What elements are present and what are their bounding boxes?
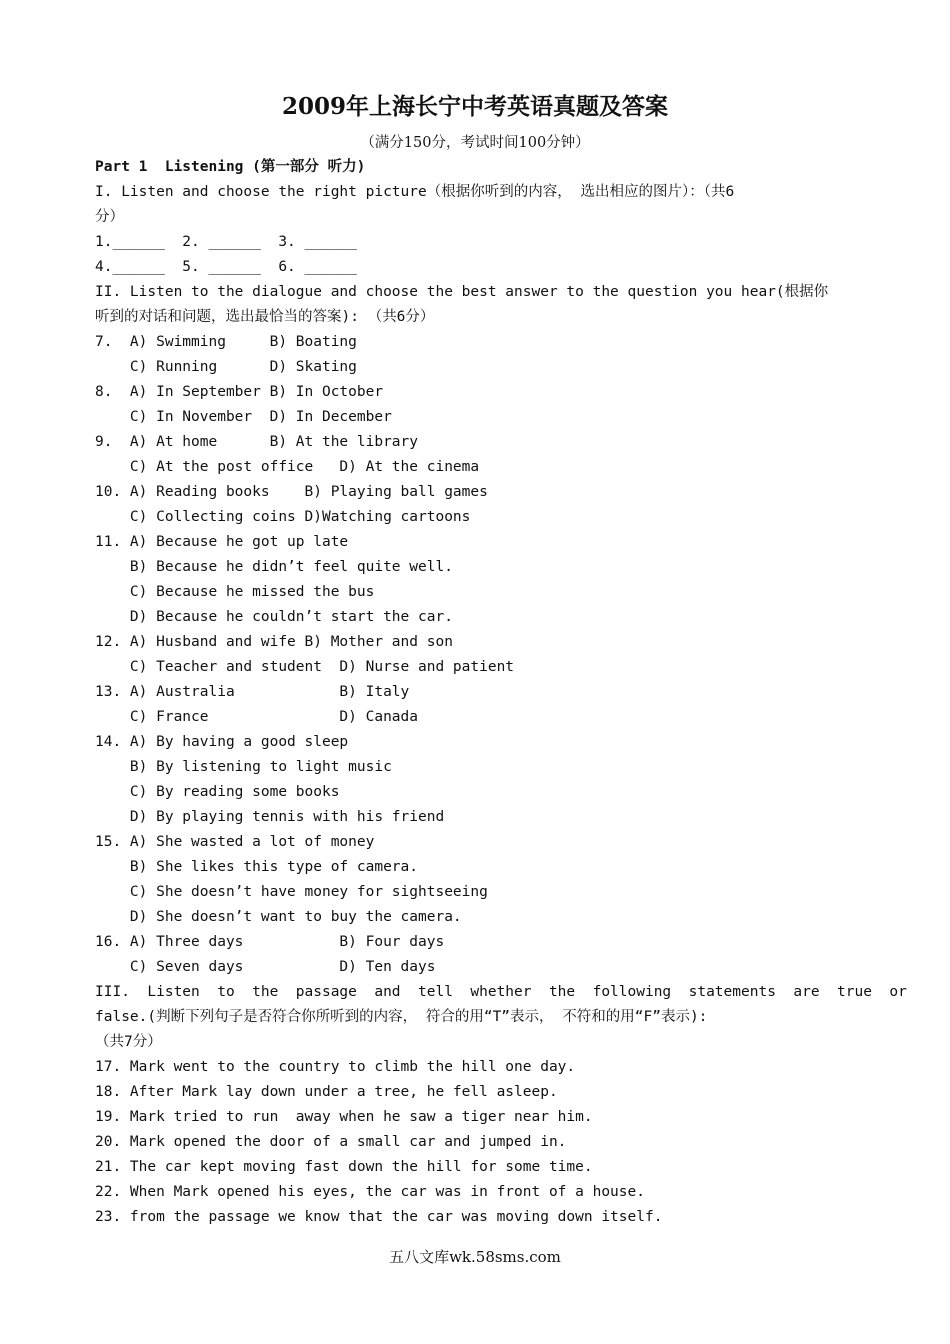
section1-instruction: I. Listen and choose the right picture（根据你听到的内容， 选出相应的图片）：（共6 [95,184,735,200]
statement-line: 21. The car kept moving fast down the hill for some time. [95,1159,593,1175]
question-line: C) Collecting coins D)Watching cartoons [95,509,471,525]
statement-line: 22. When Mark opened his eyes, the car was in front of a house. [95,1184,645,1200]
question-line: C) Running D) Skating [95,359,357,375]
question-line: D) By playing tennis with his friend [95,809,445,825]
question-line: C) France D) Canada [95,709,419,725]
section3-instruction-cont: （共7分） [95,1034,162,1050]
question-line: 12. A) Husband and wife B) Mother and son [95,634,453,650]
question-line: 16. A) Three days B) Four days [95,934,445,950]
question-line: D) She doesn’t want to buy the camera. [95,909,462,925]
statement-line: 23. from the passage we know that the car was moving down itself. [95,1209,663,1225]
answer-blanks: 4.______ 5. ______ 6. ______ [95,259,357,275]
statement-line: 18. After Mark lay down under a tree, he fell asleep. [95,1084,558,1100]
section1-instruction-cont: 分） [95,209,124,225]
question-line: C) Because he missed the bus [95,584,375,600]
question-line: B) She likes this type of camera. [95,859,419,875]
section3-instruction-cont: false.(判断下列句子是否符合你所听到的内容， 符合的用“T”表示， 不符和的用“F”表示): [95,1009,708,1025]
question-line: C) By reading some books [95,784,340,800]
page-title: 2009年上海长宁中考英语真题及答案 [281,93,668,120]
footer-watermark: 五八文库wk.58sms.com [389,1248,561,1266]
statement-line: 20. Mark opened the door of a small car and jumped in. [95,1134,567,1150]
question-line: C) She doesn’t have money for sightseeing [95,884,488,900]
question-line: C) Teacher and student D) Nurse and patient [95,659,515,675]
section3-instruction: III. Listen to the passage and tell whether the following statements are true or [95,984,907,1000]
question-line: 10. A) Reading books B) Playing ball games [95,484,488,500]
question-line: 13. A) Australia B) Italy [95,684,410,700]
question-line: C) In November D) In December [95,409,392,425]
question-line: C) Seven days D) Ten days [95,959,436,975]
question-line: C) At the post office D) At the cinema [95,459,480,475]
question-line: B) By listening to light music [95,759,392,775]
question-line: 11. A) Because he got up late [95,534,349,550]
question-line: 8. A) In September B) In October [95,384,384,400]
statement-line: 17. Mark went to the country to climb the hill one day. [95,1059,576,1075]
section2-instruction: II. Listen to the dialogue and choose the best answer to the question you hear(根据你 [95,284,829,300]
exam-info: （满分150分，考试时间100分钟） [360,135,590,151]
part1-heading: Part 1 Listening (第一部分 听力) [95,159,366,175]
question-line: D) Because he couldn’t start the car. [95,609,453,625]
answer-blanks: 1.______ 2. ______ 3. ______ [95,234,357,250]
statement-line: 19. Mark tried to run away when he saw a tiger near him. [95,1109,593,1125]
section2-instruction-cont: 听到的对话和问题，选出最恰当的答案): （共6分） [95,309,435,325]
question-line: 15. A) She wasted a lot of money [95,834,375,850]
question-line: 14. A) By having a good sleep [95,734,349,750]
question-line: 9. A) At home B) At the library [95,434,419,450]
question-line: B) Because he didn’t feel quite well. [95,559,453,575]
question-line: 7. A) Swimming B) Boating [95,334,357,350]
